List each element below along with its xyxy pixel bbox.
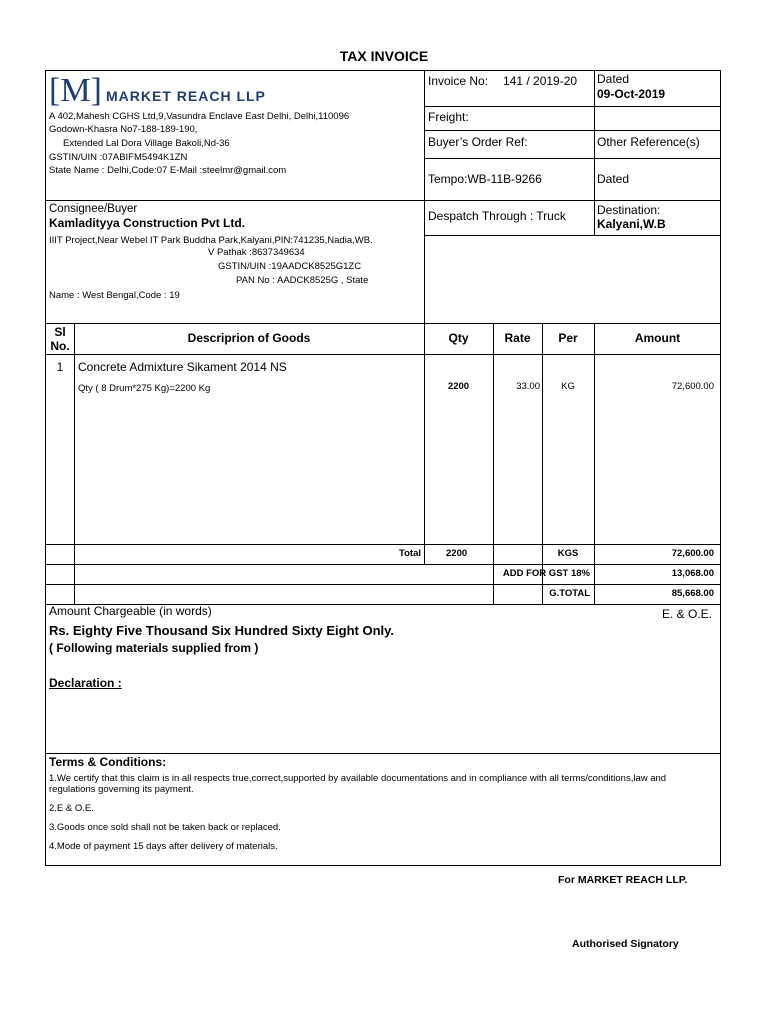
total-label: Total: [399, 548, 421, 559]
terms-item-3: 3.Goods once sold shall not be taken back or replaced.: [49, 822, 281, 833]
invoice-title: TAX INVOICE: [339, 48, 429, 64]
total-per: KGS: [557, 548, 579, 559]
freight-label: Freight:: [428, 110, 469, 124]
divider: [424, 323, 425, 564]
seller-godown-2: Extended Lal Dora Village Bakoli,Nd-36: [63, 138, 230, 149]
divider: [45, 323, 721, 324]
divider: [45, 200, 425, 201]
gtotal-amount: 85,668.00: [671, 588, 714, 599]
divider: [493, 323, 494, 604]
row-rate: 33.00: [516, 381, 540, 392]
row-per: KG: [561, 381, 575, 392]
divider: [424, 235, 721, 236]
row-desc: Concrete Admixture Sikament 2014 NS: [78, 360, 287, 374]
invoice-no-label: Invoice No:: [428, 74, 489, 88]
divider: [45, 564, 721, 565]
declaration-text: Declaration :: [49, 676, 122, 690]
terms-heading: Terms & Conditions:: [49, 755, 167, 769]
tempo-value: Tempo:WB-11B-9266: [428, 172, 542, 186]
buyer-address: IIIT Project,Near Webel IT Park Buddha Park,Kalyani,PIN:741235,Nadia,WB.: [49, 235, 373, 246]
header-amount: Amount: [634, 331, 681, 345]
amount-in-words: Rs. Eighty Five Thousand Six Hundred Sixty Eight Only.: [49, 623, 395, 638]
buyer-pan: PAN No : AADCK8525G , State: [236, 275, 369, 286]
dated-value: 09-Oct-2019: [597, 87, 666, 101]
invoice-frame: [45, 70, 721, 866]
divider: [424, 106, 721, 107]
destination-value: Kalyani,W.B: [597, 217, 666, 231]
eoe: E. & O.E.: [662, 607, 713, 621]
row-sl: 1: [56, 360, 64, 374]
terms-item-4: 4.Mode of payment 15 days after delivery of materials.: [49, 841, 278, 852]
destination-label: Destination:: [597, 203, 661, 217]
gst-amount: 13,068.00: [671, 568, 714, 579]
divider: [542, 323, 543, 604]
for-company: For MARKET REACH LLP.: [558, 874, 688, 886]
header-qty: Qty: [448, 331, 469, 345]
divider: [424, 200, 721, 201]
other-ref-label: Other Reference(s): [597, 135, 700, 149]
divider: [45, 354, 721, 355]
dated-label: Dated: [597, 72, 630, 86]
header-desc: Descriprion of Goods: [187, 331, 311, 345]
buyer-name: Kamladityya Construction Pvt Ltd.: [49, 216, 246, 230]
divider: [594, 323, 595, 604]
authorised-signatory: Authorised Signatory: [572, 938, 679, 950]
declaration-label: [49, 676, 122, 690]
terms-item-2: 2.E & O.E.: [49, 803, 94, 814]
total-amount: 72,600.00: [671, 548, 714, 559]
seller-state-email: State Name : Delhi,Code:07 E-Mail :steelmr@gmail.com: [49, 165, 287, 176]
buyer-gstin: GSTIN/UIN :19AADCK8525G1ZC: [218, 261, 362, 272]
row-amount: 72,600.00: [671, 381, 714, 392]
invoice-no: 141 / 2019-20: [503, 74, 578, 88]
row-qty: 2200: [447, 381, 470, 392]
words-label: Amount Chargeable (in words): [49, 604, 212, 618]
despatch-value: Despatch Through : Truck: [428, 209, 566, 223]
divider: [424, 130, 721, 131]
header-sl: Sl No.: [50, 325, 70, 353]
dated2-label: Dated: [597, 172, 630, 186]
company-name: MARKET REACH LLP: [106, 88, 266, 104]
total-qty: 2200: [446, 548, 468, 559]
buyer-state: Name : West Bengal,Code : 19: [49, 290, 180, 301]
company-logo: [M]: [49, 72, 102, 109]
buyers-order-label: Buyer’s Order Ref:: [428, 135, 528, 149]
seller-gstin: GSTIN/UIN :07ABIFM5494K1ZN: [49, 152, 188, 163]
divider: [74, 323, 75, 604]
buyer-label: Consignee/Buyer: [49, 203, 138, 215]
divider: [424, 70, 425, 323]
divider: [594, 70, 595, 235]
divider: [424, 158, 721, 159]
header-rate: Rate: [504, 331, 531, 345]
terms-item-1: 1.We certify that this claim is in all respects true,correct,supported by available documentations and in compliance with all terms/conditions,law and regulations governing its payment.: [49, 773, 667, 795]
gst-label: ADD FOR GST 18%: [502, 568, 590, 579]
buyer-contact: V Pathak :8637349634: [208, 247, 305, 258]
seller-godown: Godown-Khasra No7-188-189-190,: [49, 124, 198, 135]
header-per: Per: [558, 331, 578, 345]
seller-address: A 402,Mahesh CGHS Ltd,9,Vasundra Enclave East Delhi, Delhi,110096: [49, 111, 350, 122]
row-sub: Qty ( 8 Drum*275 Kg)=2200 Kg: [78, 383, 211, 394]
supply-note: ( Following materials supplied from ): [49, 641, 259, 655]
divider: [45, 753, 721, 754]
divider: [45, 584, 721, 585]
gtotal-label: G.TOTAL: [549, 588, 590, 599]
divider: [45, 544, 721, 545]
